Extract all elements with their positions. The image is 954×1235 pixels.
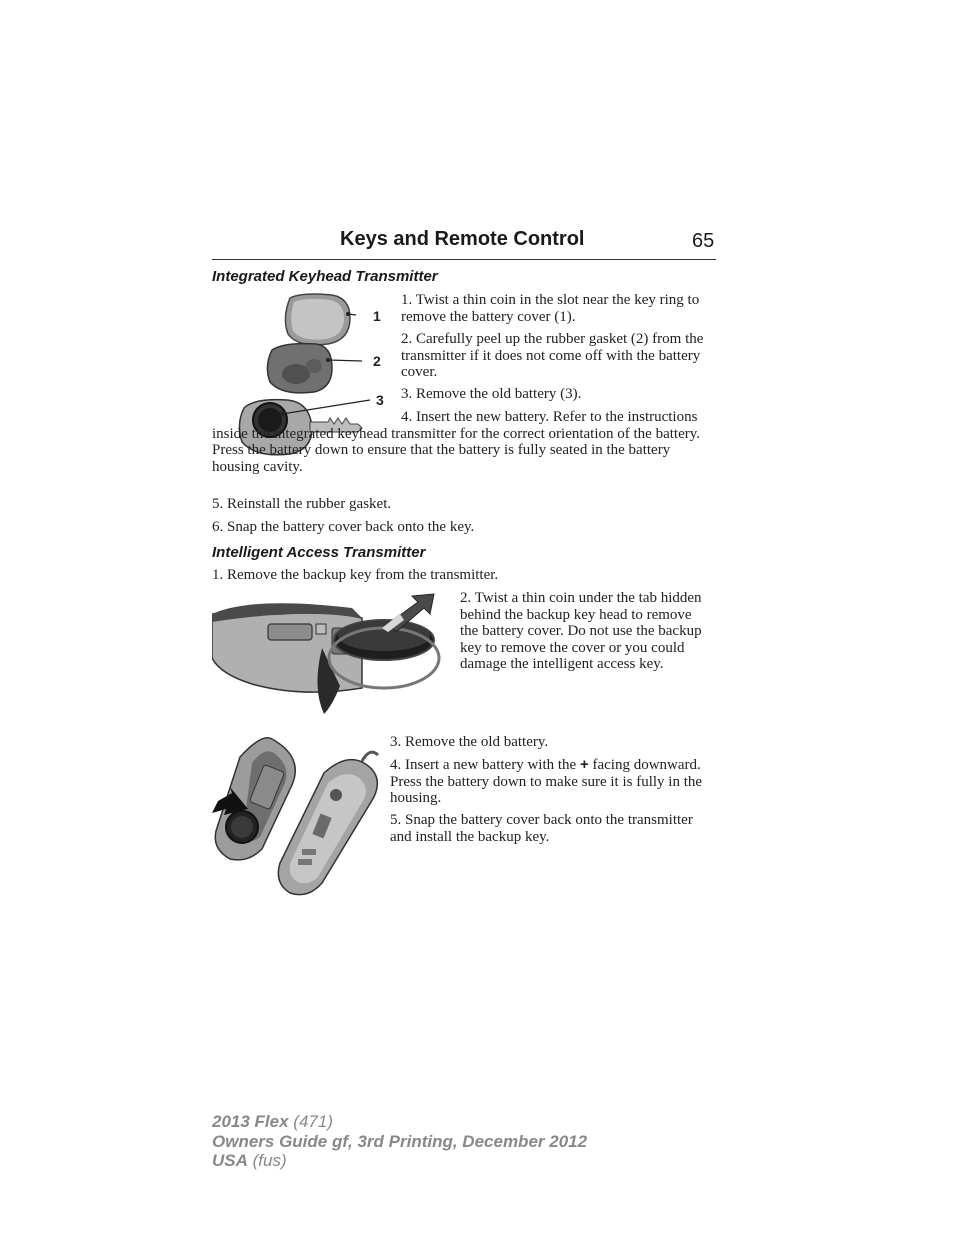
header-divider <box>212 259 716 260</box>
footer-market-code: (fus) <box>252 1151 287 1170</box>
footer-guide: Owners Guide gf, 3rd Printing, December 2012 <box>212 1132 588 1151</box>
access-step-5: 5. Snap the battery cover back onto the transmitter and install the backup key. <box>390 812 693 845</box>
footer-model-name: 2013 Flex <box>212 1112 289 1131</box>
access-step-4-text-a: 4. Insert a new battery with the <box>390 757 577 773</box>
footer-model-code: (471) <box>293 1112 333 1131</box>
keyhead-step-3: 3. Remove the old battery (3). <box>401 386 582 402</box>
access-step-4 <box>390 757 712 807</box>
keyhead-step-2: 2. Carefully peel up the rubber gasket (2) from the transmitter if it does not come off with the battery cover. <box>401 331 704 380</box>
callout-2: 2 <box>373 353 381 369</box>
plus-symbol: + <box>579 756 589 773</box>
section-heading-intelligent-access: Intelligent Access Transmitter <box>212 544 426 561</box>
access-step-2: 2. Twist a thin coin under the tab hidden behind the backup key head to remove the battery cover. Do not use the backup key to remove the cover or you could damage the intelligent access key. <box>460 590 702 672</box>
callout-3: 3 <box>376 392 384 408</box>
access-step-3: 3. Remove the old battery. <box>390 734 549 750</box>
footer-market <box>212 1151 287 1171</box>
intelligent-access-cover-illustration <box>212 588 452 720</box>
keyhead-step-1: 1. Twist a thin coin in the slot near the key ring to remove the battery cover (1). <box>401 292 700 325</box>
access-step-1: 1. Remove the backup key from the transmitter. <box>212 567 499 583</box>
keyhead-step-5: 5. Reinstall the rubber gasket. <box>212 496 392 512</box>
section-heading-keyhead: Integrated Keyhead Transmitter <box>212 268 438 285</box>
access-step-4-text-b: facing downward. Press the battery down to make sure it is fully in the housing. <box>390 757 703 806</box>
keyhead-step-6: 6. Snap the battery cover back onto the key. <box>212 519 475 535</box>
callout-1: 1 <box>373 308 381 324</box>
intelligent-access-battery-illustration <box>212 733 388 899</box>
page-title: Keys and Remote Control <box>340 228 585 250</box>
footer-market-name: USA <box>212 1151 248 1170</box>
page-number: 65 <box>692 230 715 252</box>
keyhead-step-4: 4. Insert the new battery. Refer to the instructions inside the integrated keyhead transmitter for the correct orientation of the battery. Press the battery down to ensure that the battery is fully seated in the battery housing cavity. <box>212 409 700 475</box>
footer-model <box>212 1112 333 1132</box>
